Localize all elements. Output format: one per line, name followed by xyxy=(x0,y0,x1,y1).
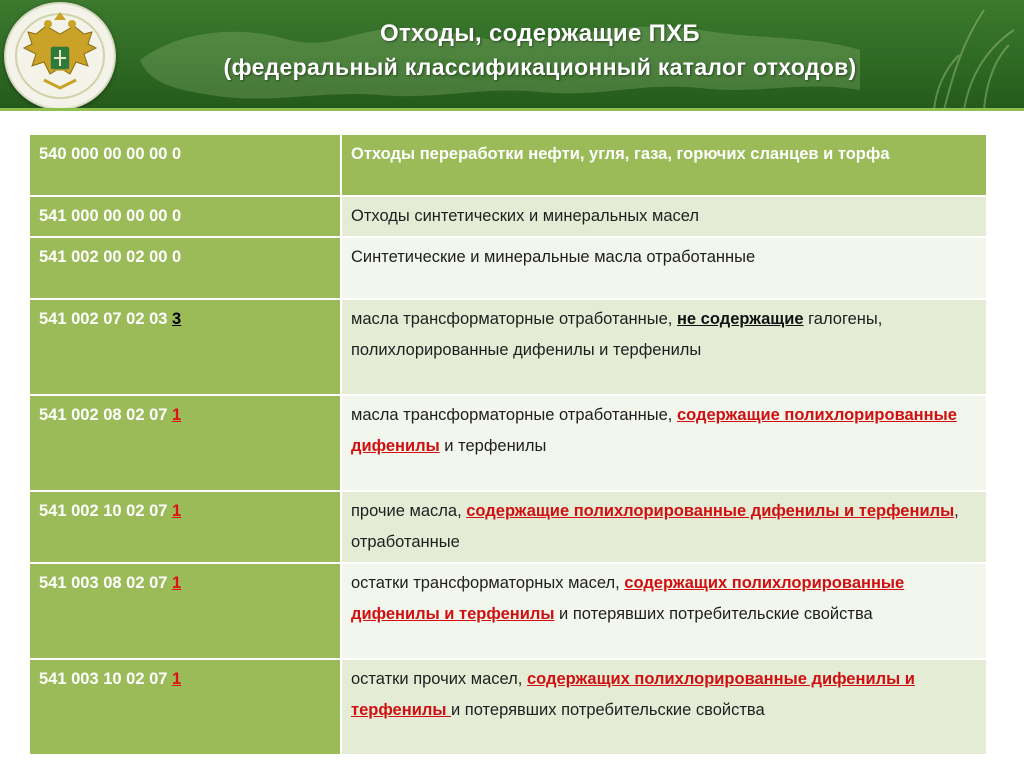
description-text: масла трансформаторные отработанные, xyxy=(351,310,677,328)
description-text: остатки трансформаторных масел, xyxy=(351,574,625,592)
double-headed-eagle-emblem-icon xyxy=(6,4,114,108)
description-highlight: содержащих полихлорированные дифенилы и терфенилы xyxy=(351,670,915,719)
description-highlight: не содержащие xyxy=(676,310,804,328)
waste-code: 541 002 00 02 00 0 xyxy=(29,237,341,299)
waste-catalog-table xyxy=(28,133,988,756)
waste-code xyxy=(29,659,341,755)
description-text: и потерявших потребительские свойства xyxy=(451,701,765,719)
code-prefix: 541 003 08 02 07 xyxy=(39,574,173,592)
page-title-line1: Отходы, содержащие ПХБ xyxy=(380,20,700,47)
hazard-class: 1 xyxy=(172,502,182,520)
waste-description: Синтетические и минеральные масла отработанные xyxy=(341,237,987,299)
table-row xyxy=(29,563,987,659)
waste-code xyxy=(29,563,341,659)
waste-code xyxy=(29,491,341,563)
waste-code xyxy=(29,299,341,395)
description-text: , отработанные xyxy=(351,502,959,551)
emblem xyxy=(4,2,116,110)
description-text: галогены, полихлорированные дифенилы и терфенилы xyxy=(351,310,883,359)
hazard-class: 1 xyxy=(172,670,182,688)
table-row xyxy=(29,134,987,196)
table-row xyxy=(29,395,987,491)
description-text: остатки прочих масел, xyxy=(351,670,527,688)
description-highlight: содержащих полихлорированные дифенилы и терфенилы xyxy=(351,574,905,623)
waste-description xyxy=(341,395,987,491)
table-row xyxy=(29,237,987,299)
description-text: и терфенилы xyxy=(439,437,547,455)
description-text: и потерявших потребительские свойства xyxy=(554,605,873,623)
header-divider xyxy=(0,108,1024,111)
hazard-class: 1 xyxy=(172,406,182,424)
waste-description xyxy=(341,563,987,659)
code-prefix: 541 002 10 02 07 xyxy=(39,502,173,520)
hazard-class: 1 xyxy=(172,574,182,592)
description-text: масла трансформаторные отработанные, xyxy=(351,406,677,424)
code-prefix: 541 003 10 02 07 xyxy=(39,670,173,688)
waste-description: Отходы синтетических и минеральных масел xyxy=(341,196,987,237)
code-prefix: 541 002 07 02 03 xyxy=(39,310,173,328)
description-highlight: содержащие полихлорированные дифенилы и терфенилы xyxy=(466,502,955,520)
waste-code: 540 000 00 00 00 0 xyxy=(29,134,341,196)
description-highlight: содержащие полихлорированные дифенилы xyxy=(351,406,957,455)
code-prefix: 541 002 08 02 07 xyxy=(39,406,173,424)
waste-description xyxy=(341,299,987,395)
waste-description: Отходы переработки нефти, угля, газа, горючих сланцев и торфа xyxy=(341,134,987,196)
hazard-class: 3 xyxy=(172,310,182,328)
waste-description xyxy=(341,659,987,755)
table-row xyxy=(29,659,987,755)
waste-description xyxy=(341,491,987,563)
table-row xyxy=(29,196,987,237)
header-band xyxy=(0,0,1024,110)
description-text: прочие масла, xyxy=(351,502,467,520)
table-row xyxy=(29,491,987,563)
waste-code xyxy=(29,395,341,491)
page-title-line2: (федеральный классификационный каталог отходов) xyxy=(223,54,857,80)
waste-code: 541 000 00 00 00 0 xyxy=(29,196,341,237)
table-row xyxy=(29,299,987,395)
